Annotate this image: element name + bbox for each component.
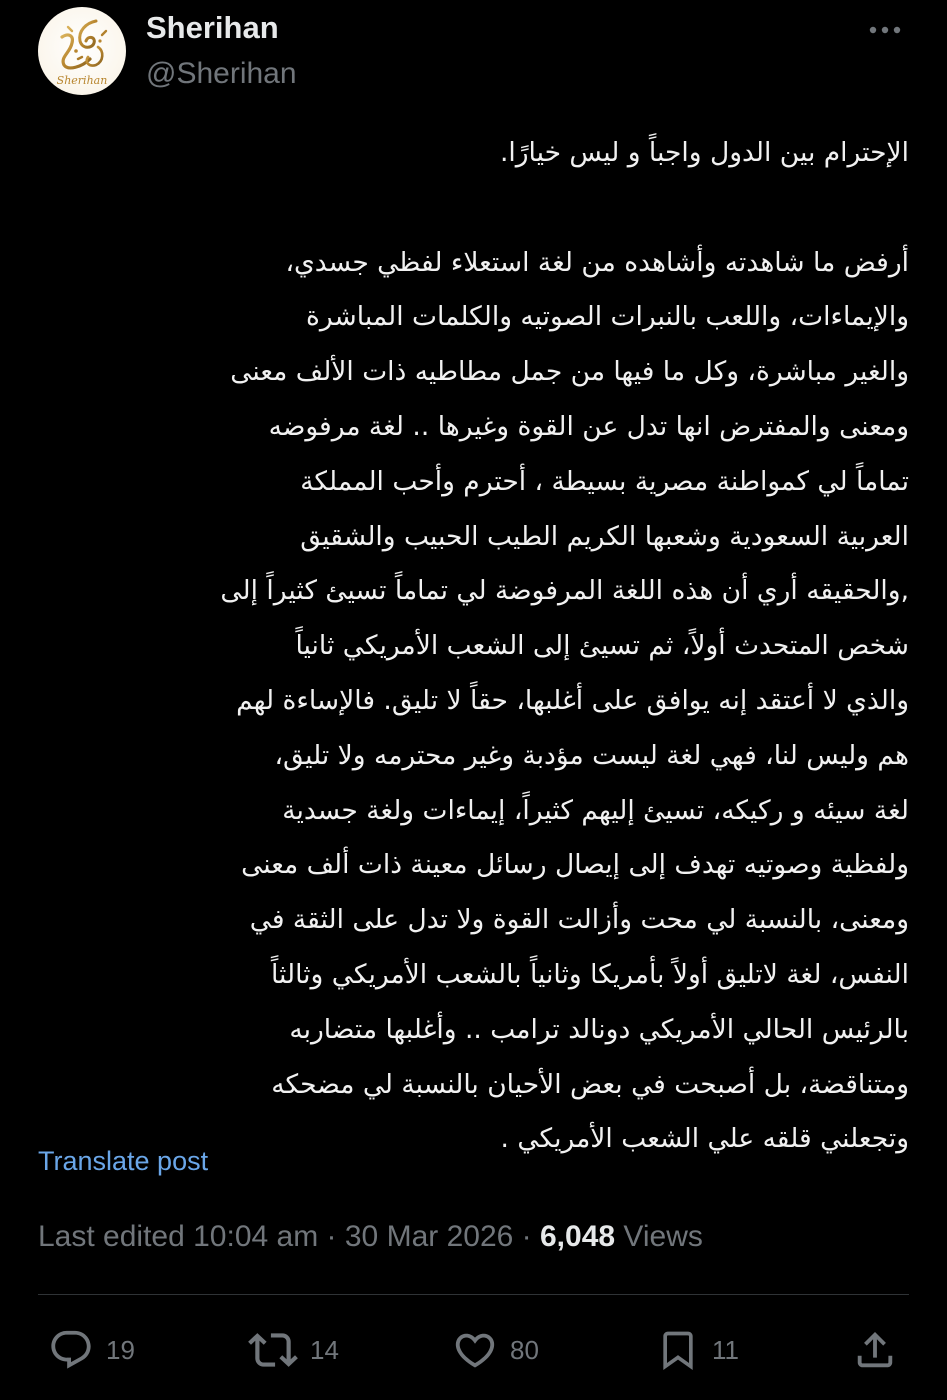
translate-post-link[interactable]: Translate post bbox=[38, 1146, 209, 1176]
tweet-line: ومتناقضة، بل أصبحت في بعض الأحيان بالنسبة لي مضحكه bbox=[271, 1068, 909, 1100]
tweet-line: النفس، لغة لاتليق أولاً بأمريكا وثانياً بالشعب الأمريكي وثالثاً bbox=[270, 958, 909, 990]
tweet-meta bbox=[38, 1217, 703, 1257]
tweet-line: والإيماءات، واللعب بالنبرات الصوتيه والكلمات المباشرة bbox=[306, 301, 909, 333]
tweet-line: ,والحقيقه أري أن هذه اللغة المرفوضة لي تماماً تسيئ كثيراً إلى bbox=[220, 575, 909, 607]
like-count: 80 bbox=[510, 1334, 539, 1365]
tweet-body bbox=[36, 126, 909, 1167]
views-label: Views bbox=[615, 1220, 703, 1253]
author-names bbox=[146, 6, 297, 94]
tweet-line: ولفظية وصوتيه تهدف إلى إيصال رسائل معينة ذات ألف معنى bbox=[241, 849, 909, 881]
tweet-line: الإحترام بين الدول واجباً و ليس خيارًا. bbox=[499, 137, 909, 168]
reply-count: 19 bbox=[106, 1334, 135, 1365]
blank-line bbox=[36, 181, 909, 236]
gold-calligraphy-logo-icon bbox=[38, 7, 126, 95]
bookmark-button[interactable] bbox=[656, 1324, 739, 1376]
meta-separator: · bbox=[318, 1220, 345, 1253]
share-button[interactable] bbox=[852, 1324, 898, 1376]
tweet-line: العربية السعودية وشعبها الكريم الطيب الحبيب والشقيق bbox=[300, 520, 909, 552]
tweet-line: والغير مباشرة، وكل ما فيها من جمل مطاطيه ذات الألف معنى bbox=[230, 356, 909, 388]
tweet-line: لغة سيئه و ركيكه، تسيئ إليهم كثيراً، إيماءات ولغة جسدية bbox=[282, 794, 909, 826]
more-options-icon[interactable] bbox=[865, 18, 905, 42]
tweet-line: تماماً لي كمواطنة مصرية بسيطة ، أحترم وأحب المملكة bbox=[300, 465, 909, 497]
post-date[interactable]: 30 Mar 2026 bbox=[344, 1220, 514, 1253]
reply-icon bbox=[48, 1327, 94, 1373]
tweet-header bbox=[38, 6, 911, 102]
tweet-line: بالرئيس الحالي الأمريكي دونالد ترامب .. وأغلبها متضاربه bbox=[289, 1013, 909, 1045]
tweet-line: أرفض ما شاهدته وأشاهده من لغة استعلاء لفظي جسدي، bbox=[285, 246, 909, 278]
repost-icon bbox=[248, 1325, 298, 1375]
share-icon bbox=[852, 1327, 898, 1373]
display-name[interactable]: Sherihan bbox=[146, 10, 279, 45]
tweet-line: والذي لا أعتقد إنه يوافق على أغلبها، حقاً لا تليق. فالإساءة لهم bbox=[236, 684, 909, 716]
tweet-line: ومعنى، بالنسبة لي محت وأزالت القوة ولا تدل على الثقة في bbox=[249, 904, 909, 936]
repost-count: 14 bbox=[310, 1334, 339, 1365]
views-count[interactable]: 6,048 bbox=[540, 1220, 616, 1253]
meta-separator: · bbox=[513, 1220, 540, 1253]
edited-time[interactable]: Last edited 10:04 am bbox=[38, 1220, 319, 1253]
like-button[interactable] bbox=[452, 1324, 539, 1376]
repost-button[interactable] bbox=[248, 1324, 339, 1376]
tweet-line: وتجعلني قلقه علي الشعب الأمريكي . bbox=[500, 1123, 909, 1155]
divider bbox=[38, 1294, 909, 1295]
action-bar bbox=[48, 1324, 898, 1376]
heart-icon bbox=[452, 1327, 498, 1373]
bookmark-icon bbox=[656, 1327, 700, 1373]
tweet-line: هم وليس لنا، فهي لغة ليست مؤدبة وغير محترمه ولا تليق، bbox=[274, 739, 909, 771]
bookmark-count: 11 bbox=[712, 1334, 739, 1365]
tweet-line: شخص المتحدث أولاً، ثم تسيئ إلى الشعب الأمريكي ثانياً bbox=[295, 630, 909, 662]
svg-text:Sherihan: Sherihan bbox=[56, 74, 108, 87]
handle[interactable]: @Sherihan bbox=[146, 57, 297, 90]
avatar[interactable] bbox=[38, 7, 126, 95]
tweet-line: ومعنى والمفترض انها تدل عن القوة وغيرها .. لغة مرفوضه bbox=[268, 410, 909, 442]
reply-button[interactable] bbox=[48, 1324, 135, 1376]
